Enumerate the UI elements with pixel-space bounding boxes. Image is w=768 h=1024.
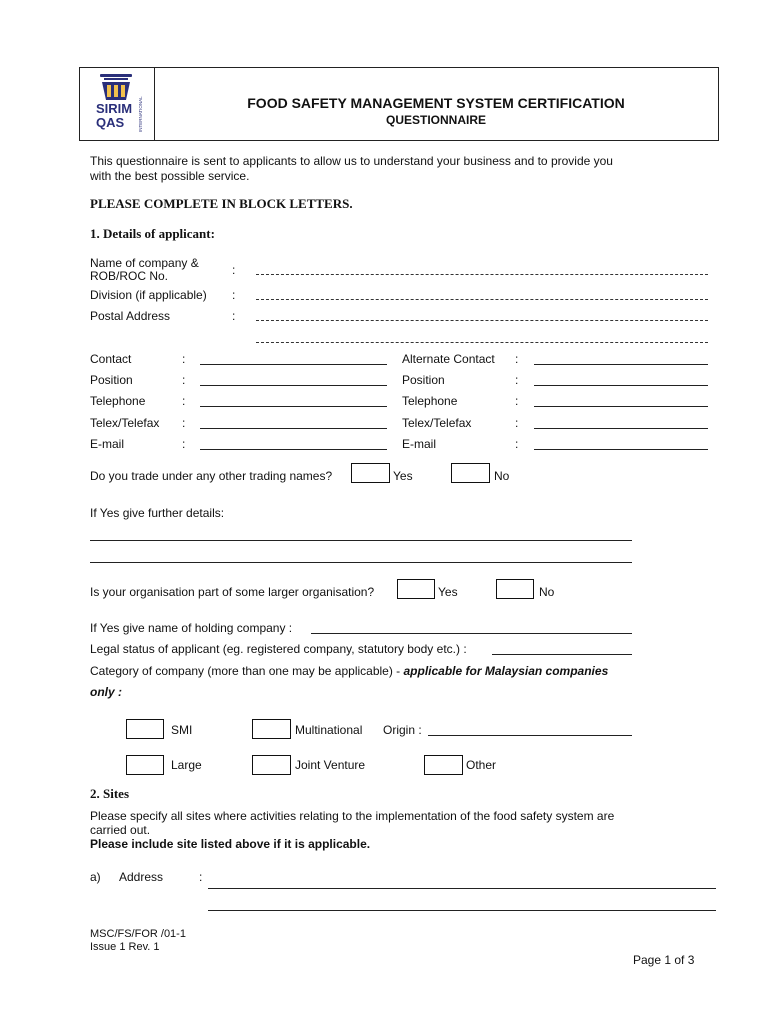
larger-org-yes-checkbox[interactable]: [397, 579, 435, 599]
logo-cell: [80, 68, 155, 140]
contact-label: Contact: [90, 352, 132, 366]
category-label: [90, 664, 608, 678]
svg-text:QAS: QAS: [96, 115, 125, 130]
colon: :: [515, 437, 519, 451]
telefax-label: Telex/Telefax: [90, 416, 160, 430]
contact-field[interactable]: [200, 364, 387, 365]
site-address-field-2[interactable]: [208, 910, 716, 911]
company-name-label: Name of company &: [90, 256, 199, 270]
colon: :: [182, 373, 186, 387]
postal-address-label: Postal Address: [90, 309, 171, 323]
colon: :: [515, 373, 519, 387]
yes-label: Yes: [438, 585, 458, 599]
telefax-field[interactable]: [200, 428, 387, 429]
further-details-label: If Yes give further details:: [90, 506, 225, 520]
further-details-field-2[interactable]: [90, 562, 632, 563]
origin-label: Origin :: [383, 723, 422, 737]
alt-telephone-field[interactable]: [534, 406, 708, 407]
colon: :: [182, 394, 186, 408]
sirim-qas-logo: [80, 68, 154, 140]
trade-yes-checkbox[interactable]: [351, 463, 390, 483]
svg-text:SIRIM: SIRIM: [96, 101, 133, 116]
multinational-label: Multinational: [295, 723, 363, 737]
no-label: No: [494, 469, 510, 483]
legal-status-field[interactable]: [492, 654, 632, 655]
sites-text-bold: Please include site listed above if it is applicable.: [90, 837, 371, 851]
alt-telefax-label: Telex/Telefax: [402, 416, 472, 430]
yes-label: Yes: [393, 469, 413, 483]
further-details-field-1[interactable]: [90, 540, 632, 541]
company-name-field[interactable]: [256, 274, 708, 275]
telephone-field[interactable]: [200, 406, 387, 407]
smi-checkbox[interactable]: [126, 719, 164, 739]
section-1-heading: 1. Details of applicant:: [90, 226, 215, 241]
sites-text-1: Please specify all sites where activities relating to the implementation of the food safety system are: [90, 809, 615, 823]
address-label: Address: [119, 870, 164, 884]
sites-text-2: carried out.: [90, 823, 151, 837]
multinational-checkbox[interactable]: [252, 719, 291, 739]
colon: :: [232, 309, 236, 323]
form-subtitle: QUESTIONNAIRE: [385, 113, 486, 127]
alt-email-field[interactable]: [534, 449, 708, 450]
legal-status-label: Legal status of applicant (eg. registered company, statutory body etc.) :: [90, 642, 467, 656]
alt-telephone-label: Telephone: [402, 394, 458, 408]
alt-telefax-field[interactable]: [534, 428, 708, 429]
intro-line-2: with the best possible service.: [90, 169, 250, 183]
large-checkbox[interactable]: [126, 755, 164, 775]
smi-label: SMI: [171, 723, 193, 737]
alt-email-label: E-mail: [402, 437, 437, 451]
section-2-heading: 2. Sites: [90, 786, 129, 801]
trade-no-checkbox[interactable]: [451, 463, 490, 483]
colon: :: [232, 263, 236, 277]
postal-address-field-1[interactable]: [256, 320, 708, 321]
form-code: MSC/FS/FOR /01-1: [90, 928, 186, 940]
block-letters-instruction: PLEASE COMPLETE IN BLOCK LETTERS.: [90, 196, 353, 211]
other-label: Other: [466, 758, 497, 772]
telephone-label: Telephone: [90, 394, 146, 408]
division-label: Division (if applicable): [90, 288, 207, 302]
rob-roc-label: ROB/ROC No.: [90, 269, 169, 283]
colon: :: [182, 437, 186, 451]
other-checkbox[interactable]: [424, 755, 463, 775]
alt-contact-field[interactable]: [534, 364, 708, 365]
email-label: E-mail: [90, 437, 125, 451]
colon: :: [515, 352, 519, 366]
alt-position-label: Position: [402, 373, 445, 387]
holding-company-label: If Yes give name of holding company :: [90, 621, 293, 635]
joint-venture-checkbox[interactable]: [252, 755, 291, 775]
large-label: Large: [171, 758, 202, 772]
colon: :: [515, 416, 519, 430]
form-title: FOOD SAFETY MANAGEMENT SYSTEM CERTIFICATION: [247, 95, 625, 111]
no-label: No: [539, 585, 555, 599]
colon: :: [199, 870, 203, 884]
email-field[interactable]: [200, 449, 387, 450]
alt-position-field[interactable]: [534, 385, 708, 386]
larger-org-question: Is your organisation part of some larger organisation?: [90, 585, 375, 599]
colon: :: [232, 288, 236, 302]
colon: :: [182, 352, 186, 366]
colon: :: [515, 394, 519, 408]
document-header: [79, 67, 719, 141]
trade-names-question: Do you trade under any other trading names?: [90, 469, 333, 483]
holding-company-field[interactable]: [311, 633, 632, 634]
category-emphasis: applicable for Malaysian companies: [403, 664, 609, 678]
colon: :: [182, 416, 186, 430]
alternate-contact-label: Alternate Contact: [402, 352, 495, 366]
position-field[interactable]: [200, 385, 387, 386]
division-field[interactable]: [256, 299, 708, 300]
address-item-marker: a): [90, 870, 101, 884]
position-label: Position: [90, 373, 133, 387]
larger-org-no-checkbox[interactable]: [496, 579, 534, 599]
category-prefix: Category of company (more than one may be applicable) -: [90, 664, 404, 678]
category-emphasis-only: only :: [90, 685, 122, 699]
page-number: Page 1 of 3: [633, 953, 695, 967]
site-address-field-1[interactable]: [208, 888, 716, 889]
svg-text:INTERNATIONAL: INTERNATIONAL: [138, 96, 143, 132]
issue-revision: Issue 1 Rev. 1: [90, 941, 160, 953]
joint-venture-label: Joint Venture: [295, 758, 366, 772]
postal-address-field-2[interactable]: [256, 342, 708, 343]
origin-field[interactable]: [428, 735, 632, 736]
intro-line-1: This questionnaire is sent to applicants to allow us to understand your business and to provide you: [90, 154, 613, 168]
